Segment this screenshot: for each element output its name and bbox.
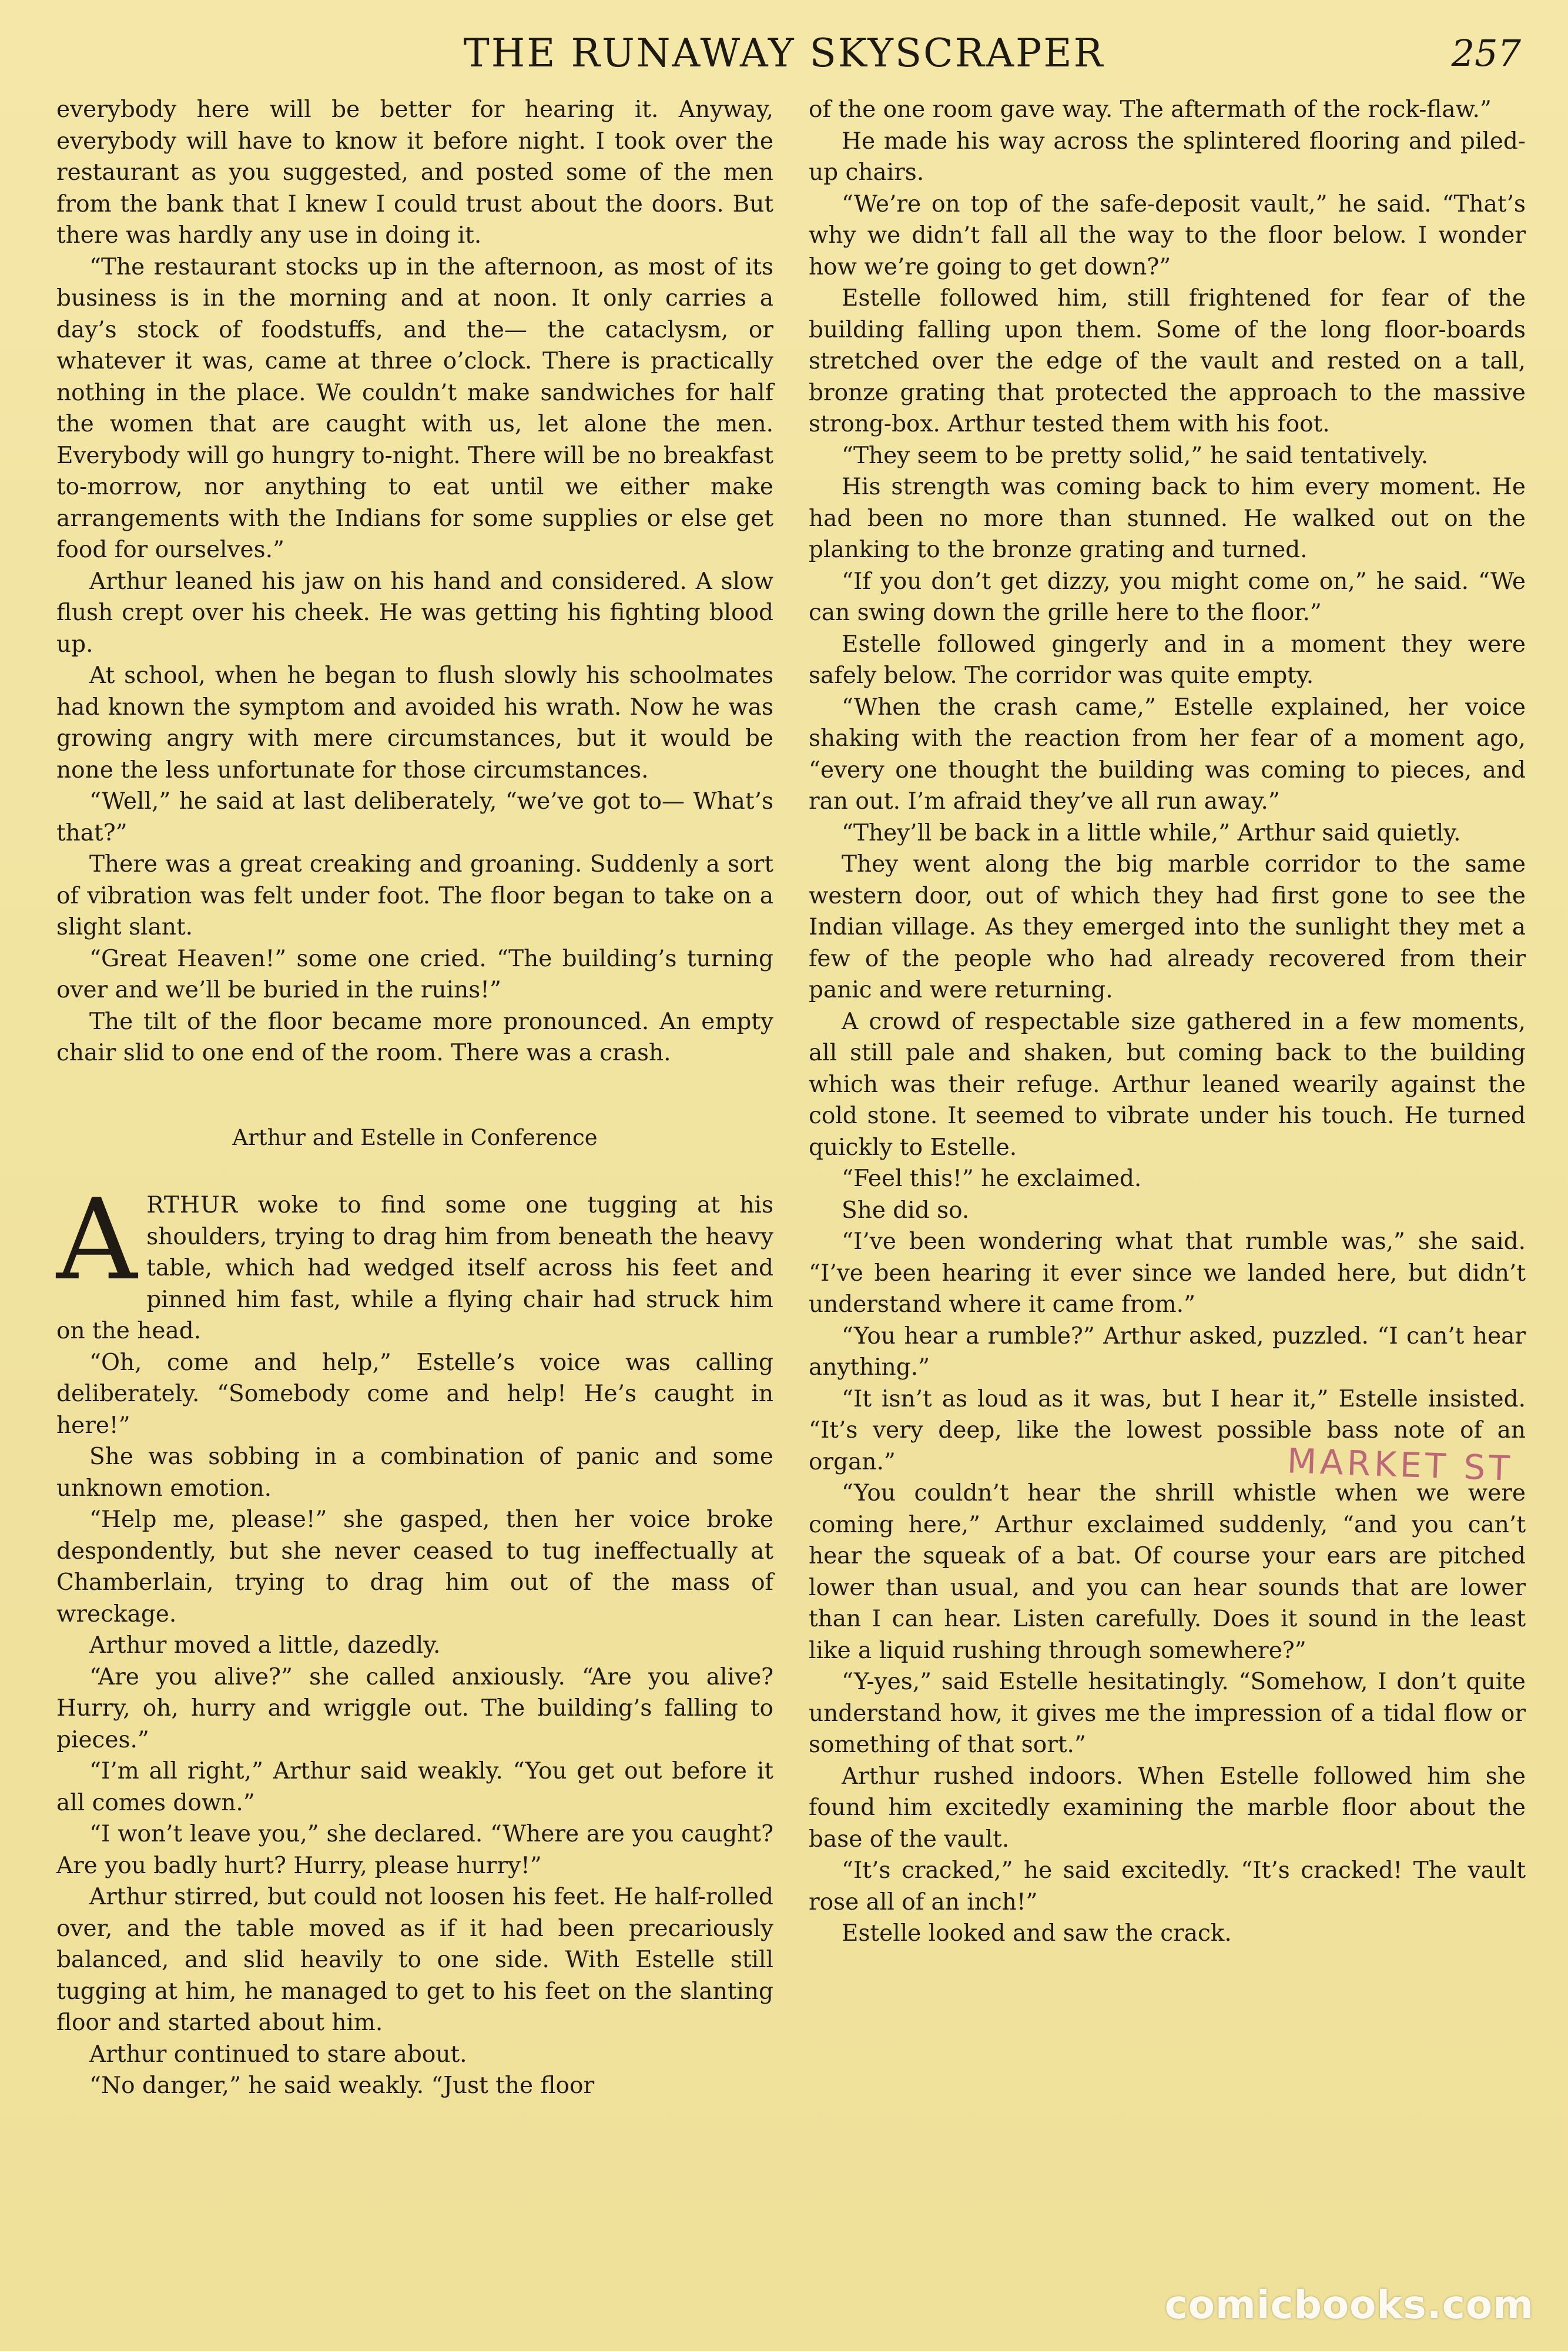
paragraph: “Oh, come and help,” Estelle’s voice was calling deliberately. “Somebody come and help! He’s caught in here!”: [56, 1349, 773, 1439]
right-column: [809, 94, 1526, 1950]
paragraph: “If you don’t get dizzy, you might come on,” he said. “We can swing down the grille here to the floor.”: [809, 568, 1526, 626]
paragraph: His strength was coming back to him every moment. He had been no more than stunned. He walked out on the planking to the bronze grating and turned.: [809, 474, 1526, 563]
paragraph: “Help me, please!” she gasped, then her voice broke despondently, but she never ceased to tug ineffectually at Chamberlain, trying to drag him out of the mass of wreckage.: [56, 1506, 773, 1627]
paragraph: A crowd of respectable size gathered in a few moments, all still pale and shaken, but coming back to the building which was their refuge. Arthur leaned wearily against the cold stone. It seemed to vibrate under his touch. He turned quickly to Estelle.: [809, 1008, 1526, 1161]
site-watermark: comicbooks.com: [1164, 2282, 1534, 2327]
paragraph: Arthur rushed indoors. When Estelle followed him she found him excitedly examining the marble floor about the base of the vault.: [809, 1763, 1526, 1853]
paragraph: She was sobbing in a combination of panic and some unknown emotion.: [56, 1444, 773, 1502]
paragraph: “You hear a rumble?” Arthur asked, puzzled. “I can’t hear anything.”: [809, 1322, 1526, 1381]
paragraph: Estelle followed him, still frightened for fear of the building falling upon them. Some of the long floor-boards stretched over the edge of the vault and rested on a tall, bronze grating that protected the approach to the massive strong-box. Arthur tested them with his foot.: [809, 285, 1526, 437]
paragraph: “No danger,” he said weakly. “Just the floor: [89, 2072, 595, 2099]
paragraph: “They seem to be pretty solid,” he said tentatively.: [842, 442, 1429, 469]
paragraph: “Feel this!” he exclaimed.: [842, 1166, 1142, 1192]
paragraph: Estelle followed gingerly and in a moment they were safely below. The corridor was quite empty.: [809, 631, 1526, 689]
paragraph: There was a great creaking and groaning. Suddenly a sort of vibration was felt under foot. The floor began to take on a slight slant.: [56, 851, 773, 940]
paragraph: Estelle looked and saw the crack.: [842, 1920, 1232, 1947]
paragraph: Arthur leaned his jaw on his hand and considered. A slow flush crept over his cheek. He was getting his fighting blood up.: [56, 568, 773, 658]
paragraph: At school, when he began to flush slowly his schoolmates had known the symptom and avoided his wrath. Now he was growing angry with mere circumstances, but it would be none the less unfortunate for those circumstances.: [56, 662, 773, 783]
lead-text: woke to find some one tugging at his shoulders, trying to drag him from beneath the heavy table, which had wedged itself across his feet and pinned him fast, while a flying chair had struck him on the head.: [56, 1192, 773, 1344]
ink-stamp: MARKET ST: [1286, 1441, 1514, 1489]
paragraph: “They’ll be back in a little while,” Arthur said quietly.: [842, 819, 1461, 846]
paragraph: “It’s cracked,” he said excitedly. “It’s cracked! The vault rose all of an inch!”: [809, 1857, 1526, 1915]
paragraph: “I’ve been wondering what that rumble was,” she said. “I’ve been hearing it ever since we landed here, but didn’t understand where it came from.”: [809, 1228, 1526, 1318]
drop-cap: A: [56, 1175, 138, 1305]
paragraph: “I won’t leave you,” she declared. “Where are you caught? Are you badly hurt? Hurry, please hurry!”: [56, 1821, 773, 1879]
paragraph: “Are you alive?” she called anxiously. “Are you alive? Hurry, oh, hurry and wriggle out. The building’s falling to pieces.”: [56, 1663, 773, 1753]
paragraph: of the one room gave way. The aftermath of the rock-flaw.”: [809, 96, 1492, 123]
paragraph: “Well,” he said at last deliberately, “we’ve got to— What’s that?”: [56, 788, 773, 846]
paragraph: “Great Heaven!” some one cried. “The building’s turning over and we’ll be buried in the ruins!”: [56, 945, 773, 1003]
paragraph: “The restaurant stocks up in the afternoon, as most of its business is in the morning and at noon. It only carries a day’s stock of foodstuffs, and the— the cataclysm, or whatever it was, came at three o’clock. There is practically nothing in the place. We couldn’t make sandwiches for half the women that are caught with us, let alone the men. Everybody will go hungry to-night. There will be no breakfast to-morrow, nor anything to eat until we either make arrangements with the Indians for some supplies or else get food for ourselves.”: [56, 253, 773, 563]
paragraph: She did so.: [842, 1197, 970, 1224]
paragraph: “We’re on top of the safe-deposit vault,” he said. “That’s why we didn’t fall all the way to the floor below. I wonder how we’re going to get down?”: [809, 190, 1526, 280]
paragraph: Arthur continued to stare about.: [89, 2041, 467, 2068]
paragraph: “Y-yes,” said Estelle hesitatingly. “Somehow, I don’t quite understand how, it gives me the impression of a tidal flow or something of that sort.”: [809, 1669, 1526, 1758]
paragraph: everybody here will be better for hearing it. Anyway, everybody will have to know it before night. I took over the restaurant as you suggested, and posted some of the men from the bank that I knew I could trust about the doors. But there was hardly any use in doing it.: [56, 96, 773, 249]
section-heading: Arthur and Estelle in Conference: [232, 1124, 598, 1150]
page-number: 257: [1451, 32, 1521, 75]
lead-caps: RTHUR: [146, 1192, 239, 1218]
page-header: [0, 31, 1568, 83]
paragraph: They went along the big marble corridor to the same western door, out of which they had first gone to see the Indian village. As they emerged into the sunlight they met a few of the people who had already recovered from their panic and were returning.: [809, 851, 1526, 1003]
paragraph: “It isn’t as loud as it was, but I hear it,” Estelle insisted. “It’s very deep, like the lowest possible bass note of an organ.”: [809, 1385, 1526, 1475]
paragraph: The tilt of the floor became more pronounced. An empty chair slid to one end of the room. There was a crash.: [56, 1008, 773, 1066]
paragraph: Arthur moved a little, dazedly.: [89, 1632, 441, 1659]
running-title: THE RUNAWAY SKYSCRAPER: [463, 31, 1105, 76]
left-column: [56, 94, 773, 2102]
paragraph: Arthur stirred, but could not loosen his feet. He half-rolled over, and the table moved as if it had been precariously balanced, and slid heavily to one side. With Estelle still tugging at him, he managed to get to his feet on the slanting floor and started about him.: [56, 1884, 773, 2036]
paragraph: He made his way across the splintered flooring and piled-up chairs.: [809, 128, 1526, 186]
paragraph: “You couldn’t hear the shrill whistle when we were coming here,” Arthur exclaimed suddenly, “and you can’t hear the squeak of a bat. Of course your ears are pitched lower than usual, and you can hear sounds that are lower than I can hear. Listen carefully. Does it sound in the least like a liquid rushing through somewhere?”: [809, 1480, 1526, 1664]
paragraph: “I’m all right,” Arthur said weakly. “You get out before it all comes down.”: [56, 1758, 773, 1816]
lead-paragraph: [56, 1175, 773, 1347]
paragraph: “When the crash came,” Estelle explained, her voice shaking with the reaction from her fear of a moment ago, “every one thought the building was coming to pieces, and ran out. I’m afraid they’ve all run away.”: [809, 694, 1526, 815]
